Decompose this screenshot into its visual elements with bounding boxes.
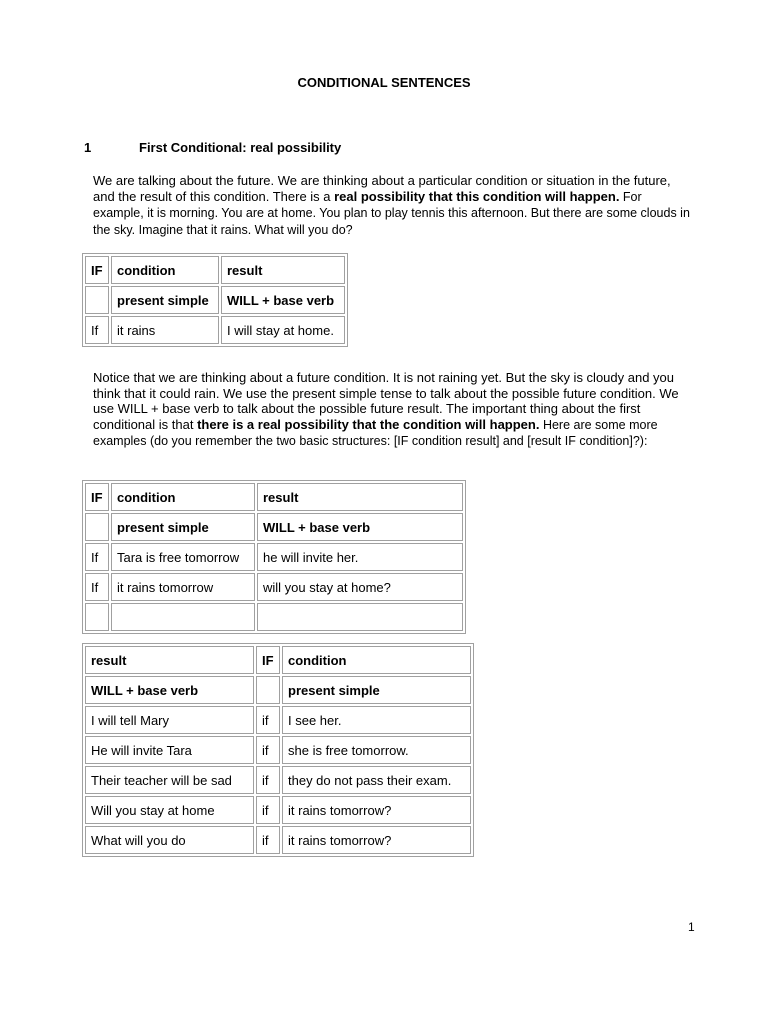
intro-example: For example, it is morning. You are at home. You plan to play tennis this afternoon. But there are some clouds in the sky. Imagine that it rains. What will you do? [93,189,690,237]
table-cell: if [256,796,280,824]
example-table-2 [82,480,466,634]
table-cell: If [85,543,109,571]
table-cell: Tara is free tomorrow [111,543,255,571]
table-cell: IF [85,256,109,284]
table-cell: He will invite Tara [85,736,254,764]
intro-emphasis: real possibility that this condition will happen. [334,188,620,204]
table-cell: will you stay at home? [257,573,463,601]
explanation-examples-intro: Here are some more examples (do you remember the two basic structures: [IF condition result] and [result IF condition]?): [93,417,658,448]
table-cell: if [256,826,280,854]
table-cell: result [257,483,463,511]
table-cell: IF [85,483,109,511]
table-cell: if [256,736,280,764]
intro-paragraph [93,173,693,238]
table-cell: they do not pass their exam. [282,766,471,794]
table-cell [111,603,255,631]
table-cell: I see her. [282,706,471,734]
table-cell: it rains tomorrow [111,573,255,601]
table-row [85,286,345,314]
section-title: First Conditional: real possibility [139,140,342,155]
table-row [85,736,471,764]
table-row [85,573,463,601]
table-row [85,603,463,631]
table-row [85,676,471,704]
table-cell: result [221,256,345,284]
page-number: 1 [688,920,695,934]
table-cell [257,603,463,631]
table-cell: result [85,646,254,674]
table-row [85,706,471,734]
table-row [85,543,463,571]
table-cell: present simple [282,676,471,704]
table-cell [85,286,109,314]
table-cell: WILL + base verb [257,513,463,541]
table-row [85,513,463,541]
example-table-3 [82,643,474,857]
table-cell [85,513,109,541]
intro-text: We are talking about the future. We are thinking about a particular condition or situation in the future, and the result of this condition. There is a [93,173,671,204]
table-cell: it rains tomorrow? [282,826,471,854]
table-cell: IF [256,646,280,674]
table-row [85,796,471,824]
section-number: 1 [84,140,92,155]
table-cell: he will invite her. [257,543,463,571]
table-row [85,646,471,674]
table-cell: I will stay at home. [221,316,345,344]
table-cell: condition [282,646,471,674]
explanation-emphasis: there is a real possibility that the condition will happen. [197,416,540,432]
table-row [85,483,463,511]
table-cell: condition [111,256,219,284]
table-cell: it rains tomorrow? [282,796,471,824]
explanation-text: Notice that we are thinking about a future condition. It is not raining yet. But the sky is cloudy and you think that it could rain. We use the present simple tense to talk about the possible future condition. We use WILL + base verb to talk about the possible future result. The important thing about the first conditional is that [93,370,679,432]
table-cell: WILL + base verb [221,286,345,314]
example-table-1 [82,253,348,347]
table-cell: present simple [111,286,219,314]
table-cell [85,603,109,631]
table-row [85,316,345,344]
table-cell: if [256,766,280,794]
explanation-paragraph [93,370,693,450]
table-cell: she is free tomorrow. [282,736,471,764]
document-title: CONDITIONAL SENTENCES [297,75,471,90]
section-heading [84,140,341,155]
table-row [85,256,345,284]
table-row [85,826,471,854]
table-cell: Will you stay at home [85,796,254,824]
table-cell: If [85,573,109,601]
table-cell: What will you do [85,826,254,854]
table-cell: it rains [111,316,219,344]
table-cell: Their teacher will be sad [85,766,254,794]
table-cell: if [256,706,280,734]
table-cell: condition [111,483,255,511]
table-cell: I will tell Mary [85,706,254,734]
table-cell: WILL + base verb [85,676,254,704]
table-cell: present simple [111,513,255,541]
table-cell [256,676,280,704]
table-cell: If [85,316,109,344]
table-row [85,766,471,794]
